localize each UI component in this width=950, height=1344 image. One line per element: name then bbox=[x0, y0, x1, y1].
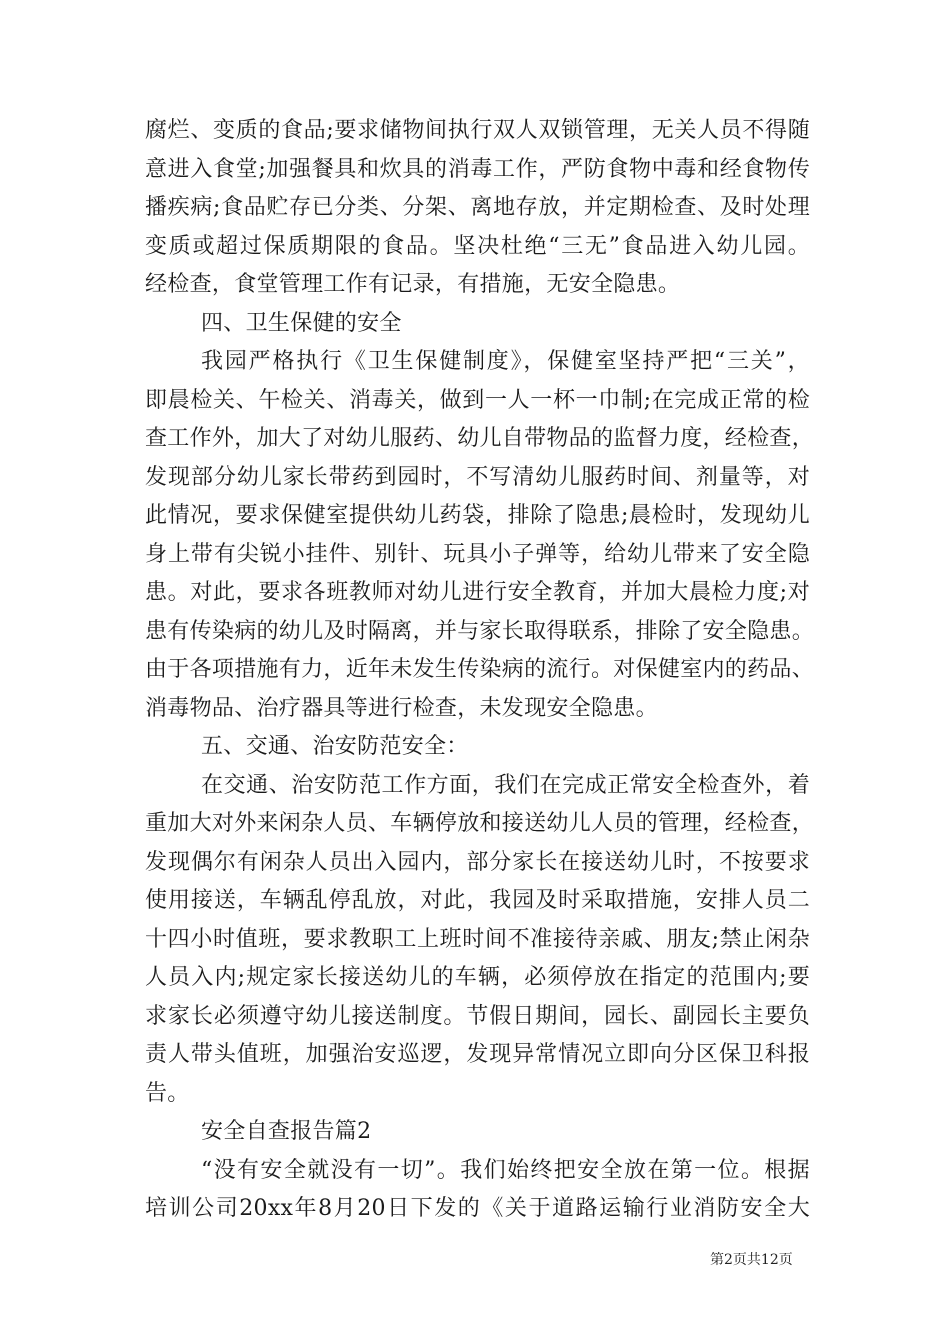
paragraph-line: 在交通、治安防范工作方面，我们在完成正常安全检查外，着 bbox=[201, 772, 810, 798]
paragraph-line: 我园严格执行《卫生保健制度》，保健室坚持严把“三关”， bbox=[201, 349, 810, 374]
paragraph-line: 培训公司20xx年8月20日下发的《关于道路运输行业消防安全大 bbox=[145, 1196, 810, 1221]
paragraph-line: 查工作外，加大了对幼儿服药、幼儿自带物品的监督力度，经检查， bbox=[145, 426, 815, 451]
paragraph-line: 经检查，食堂管理工作有记录，有措施，无安全隐患。 bbox=[145, 272, 681, 297]
page-number-footer: 第2页共12页 bbox=[710, 1252, 793, 1268]
paragraph-line: 此情况，要求保健室提供幼儿药袋，排除了隐患;晨检时，发现幼儿 bbox=[145, 503, 810, 528]
paragraph-line: 患有传染病的幼儿及时隔离，并与家长取得联系，排除了安全隐患。 bbox=[145, 618, 815, 644]
paragraph-line: 重加大对外来闲杂人员、车辆停放和接送幼儿人员的管理，经检查， bbox=[145, 811, 815, 836]
paragraph-line: 变质或超过保质期限的食品。坚决杜绝“三无”食品进入幼儿园。 bbox=[145, 233, 810, 259]
paragraph-line: 即晨检关、午检关、消毒关，做到一人一杯一巾制;在完成正常的检 bbox=[145, 387, 810, 413]
section-heading: 四、卫生保健的安全 bbox=[201, 310, 402, 336]
paragraph-line: 人员入内;规定家长接送幼儿的车辆，必须停放在指定的范围内;要 bbox=[145, 965, 810, 990]
paragraph-line: 腐烂、变质的食品;要求储物间执行双人双锁管理，无关人员不得随 bbox=[145, 118, 810, 143]
paragraph-line: 患。对此，要求各班教师对幼儿进行安全教育，并加大晨检力度;对 bbox=[145, 580, 810, 605]
section-heading: 五、交通、治安防范安全： bbox=[201, 734, 469, 759]
paragraph-line: 由于各项措施有力，近年未发生传染病的流行。对保健室内的药品、 bbox=[145, 657, 815, 682]
paragraph-line: “没有安全就没有一切”。我们始终把安全放在第一位。根据 bbox=[201, 1157, 810, 1183]
paragraph-line: 消毒物品、治疗器具等进行检查，未发现安全隐患。 bbox=[145, 695, 658, 721]
paragraph-line: 使用接送，车辆乱停乱放，对此，我园及时采取措施，安排人员二 bbox=[145, 888, 810, 913]
paragraph-line: 责人带头值班，加强治安巡逻，发现异常情况立即向分区保卫科报 bbox=[145, 1042, 810, 1067]
paragraph-line: 十四小时值班，要求教职工上班时间不准接待亲戚、朋友;禁止闲杂 bbox=[145, 926, 810, 952]
paragraph-line: 播疾病;食品贮存已分类、分架、离地存放，并定期检查、及时处理 bbox=[145, 195, 810, 220]
document-body bbox=[145, 112, 815, 1229]
paragraph-line: 身上带有尖锐小挂件、别针、玩具小子弹等，给幼儿带来了安全隐 bbox=[145, 541, 810, 567]
paragraph-line: 告。 bbox=[145, 1080, 190, 1106]
paragraph-line: 发现偶尔有闲杂人员出入园内，部分家长在接送幼儿时，不按要求 bbox=[145, 849, 810, 875]
section-heading: 安全自查报告篇2 bbox=[201, 1119, 372, 1144]
paragraph-line: 意进入食堂;加强餐具和炊具的消毒工作，严防食物中毒和经食物传 bbox=[145, 156, 810, 182]
paragraph-line: 求家长必须遵守幼儿接送制度。节假日期间，园长、副园长主要负 bbox=[145, 1003, 810, 1029]
paragraph-line: 发现部分幼儿家长带药到园时，不写清幼儿服药时间、剂量等，对 bbox=[145, 464, 810, 490]
